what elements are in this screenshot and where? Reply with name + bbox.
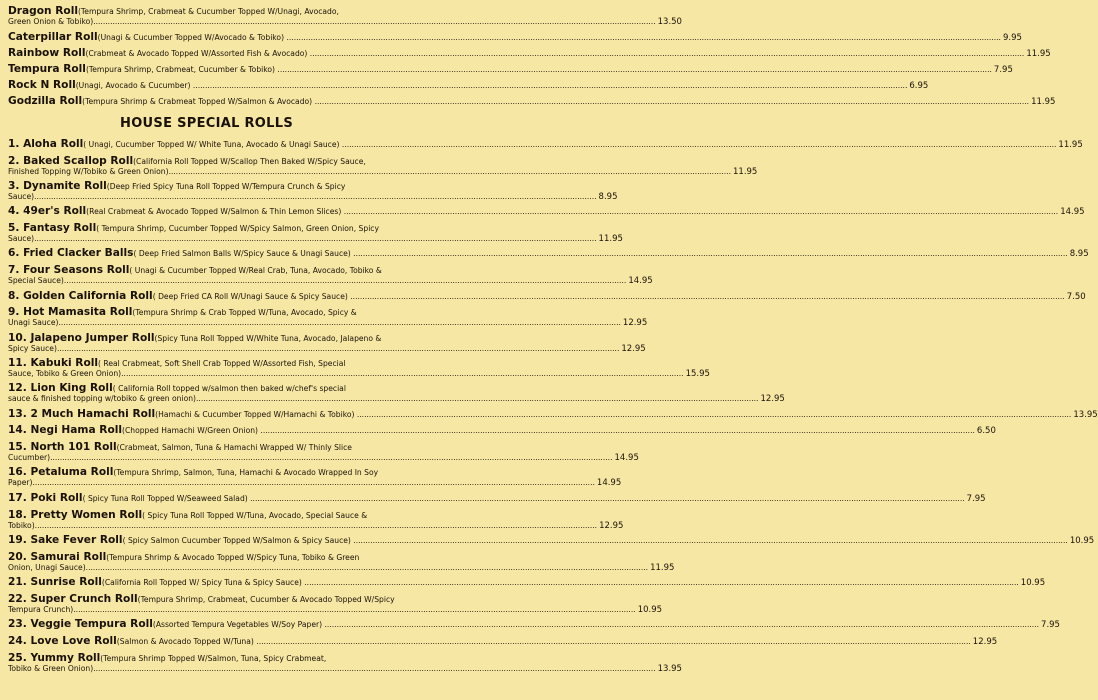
section-heading: HOUSE SPECIAL ROLLS xyxy=(120,116,293,131)
menu-item xyxy=(8,466,622,489)
item-description xyxy=(78,7,405,16)
item-description-text: ( Spicy Tuna Roll Topped W/Seaweed Salad) xyxy=(82,493,248,503)
item-description-text: (Tempura Shrimp, Crabmeat, Cucumber & Tobiko) xyxy=(85,65,275,74)
item-name: 3. Dynamite Roll xyxy=(8,180,107,193)
item-name: 21. Sunrise Roll xyxy=(8,575,102,588)
menu-item xyxy=(8,356,710,379)
menu-item xyxy=(8,441,639,464)
item-description-cont: Sauce) xyxy=(8,192,35,202)
item-description-text: (Unagi, Avocado & Cucumber) xyxy=(75,81,191,90)
item-description-cont: Cucumber) xyxy=(8,453,51,463)
item-description-text: (Assorted Tempura Vegetables W/Soy Paper) xyxy=(152,620,323,630)
item-price: 10.95 xyxy=(1020,577,1046,588)
dot-leader xyxy=(34,234,596,243)
item-description-text: ( Real Crabmeat, Soft Shell Crab Topped W/Assorted Fish, Special xyxy=(98,358,346,368)
item-description-cont: Tobiko) xyxy=(8,520,35,530)
dot-leader xyxy=(93,17,655,26)
item-price: 14.95 xyxy=(614,453,639,464)
item-price: 8.95 xyxy=(598,192,618,203)
menu-item xyxy=(8,180,618,203)
dot-leader xyxy=(73,605,635,614)
dot-leader xyxy=(64,276,626,285)
item-name: 8. Golden California Roll xyxy=(8,289,153,302)
item-description xyxy=(98,33,1001,42)
item-description-text: ( Unagi & Cucumber Topped W/Real Crab, Tuna, Avocado, Tobiko & xyxy=(129,266,382,276)
item-price: 7.95 xyxy=(966,493,986,504)
item-price: 13.95 xyxy=(657,663,682,674)
item-name: 5. Fantasy Roll xyxy=(8,222,97,235)
dot-leader xyxy=(32,478,594,487)
menu-item xyxy=(8,95,1056,107)
item-description xyxy=(138,595,405,604)
menu-item xyxy=(8,508,624,531)
item-description xyxy=(129,266,405,275)
item-name: Rainbow Roll xyxy=(8,47,86,59)
item-description xyxy=(155,334,405,343)
item-price: 12.95 xyxy=(621,343,646,354)
item-price: 12.95 xyxy=(972,636,998,647)
menu-item xyxy=(8,618,1060,631)
item-description xyxy=(153,292,1065,301)
item-price: 14.95 xyxy=(596,478,622,489)
dot-leader xyxy=(169,167,731,176)
item-description xyxy=(113,468,405,477)
item-price: 7.50 xyxy=(1066,291,1086,302)
dot-leader xyxy=(196,394,758,403)
item-description xyxy=(106,553,405,562)
item-description-text: (Chopped Hamachi W/Green Onion) xyxy=(122,426,258,436)
item-name: 25. Yummy Roll xyxy=(8,651,101,664)
item-description xyxy=(102,578,1019,587)
item-price: 11.95 xyxy=(1031,97,1056,107)
item-description-text: (Unagi & Cucumber Topped W/Avocado & Tobiko) xyxy=(97,33,285,42)
item-price: 12.95 xyxy=(622,318,648,329)
item-name: 22. Super Crunch Roll xyxy=(8,592,138,605)
dot-leader xyxy=(34,192,596,201)
item-price: 13.95 xyxy=(1073,409,1098,420)
item-description-text: (Tempura Shrimp & Crabmeat Topped W/Salmon & Avocado) xyxy=(82,97,313,106)
dot-leader xyxy=(57,344,619,353)
dot-leader xyxy=(93,664,655,673)
item-price: 11.95 xyxy=(1026,49,1051,59)
item-price: 6.50 xyxy=(976,426,996,437)
dot-leader xyxy=(50,453,612,462)
item-description xyxy=(76,81,908,90)
dot-leader xyxy=(121,369,683,378)
item-description-cont: sauce & finished topping w/tobiko & green onion) xyxy=(8,394,197,404)
item-description xyxy=(132,308,405,317)
item-name: 4. 49er's Roll xyxy=(8,205,87,218)
item-price: 13.50 xyxy=(657,17,682,27)
item-description-text: ( Deep Fried CA Roll W/Unagi Sauce & Spicy Sauce) xyxy=(152,291,348,301)
item-description-text: ( Unagi, Cucumber Topped W/ White Tuna, Avocado & Unagi Sauce) xyxy=(83,140,340,149)
menu-item xyxy=(8,154,758,177)
item-name: Godzilla Roll xyxy=(8,95,83,107)
item-description-text: (Spicy Tuna Roll Topped W/White Tuna, Avocado, Jalapeno & xyxy=(154,333,382,343)
item-description-text: (Tempura Shrimp, Crabmeat, Cucumber & Avocado Topped W/Spicy xyxy=(137,594,395,604)
menu-item xyxy=(8,331,646,354)
item-name: 20. Samurai Roll xyxy=(8,550,107,563)
menu-item xyxy=(8,289,1086,302)
item-description-cont: Spicy Sauce) xyxy=(8,343,57,353)
item-price: 8.95 xyxy=(1069,249,1089,260)
item-description-text: (California Roll Topped W/Scallop Then Baked W/Spicy Sauce, xyxy=(133,156,366,166)
item-price: 14.95 xyxy=(1060,207,1085,218)
item-description-cont: Paper) xyxy=(8,478,33,488)
signature-rolls-list xyxy=(8,5,1056,107)
item-name: 1. Aloha Roll xyxy=(8,138,84,150)
item-price: 14.95 xyxy=(628,276,653,287)
item-description xyxy=(153,620,1039,629)
item-description xyxy=(122,426,975,435)
menu-item xyxy=(8,31,1022,43)
item-description xyxy=(155,410,1071,419)
item-name: 23. Veggie Tempura Roll xyxy=(8,618,153,631)
item-name: Tempura Roll xyxy=(8,63,86,75)
item-price: 11.95 xyxy=(598,234,623,245)
menu-item xyxy=(8,550,675,573)
item-description xyxy=(142,511,405,520)
item-description-cont: Tobiko & Green Onion) xyxy=(8,663,94,673)
item-description-text: (Tempura Shrimp, Crabmeat & Cucumber Topped W/Unagi, Avocado, xyxy=(77,7,339,16)
menu-item xyxy=(8,138,1083,150)
item-name: 2. Baked Scallop Roll xyxy=(8,154,134,167)
item-name: 9. Hot Mamasita Roll xyxy=(8,306,133,319)
menu-item xyxy=(8,205,1085,218)
item-description-text: (Hamachi & Cucumber Topped W/Hamachi & Tobiko) xyxy=(155,409,355,419)
menu-item xyxy=(8,222,623,245)
item-description-text: (Tempura Shrimp & Crab Topped W/Tuna, Avocado, Spicy & xyxy=(132,308,357,318)
item-name: 12. Lion King Roll xyxy=(8,382,113,395)
item-name: Rock N Roll xyxy=(8,79,76,91)
item-description xyxy=(82,97,1029,106)
item-description xyxy=(96,224,405,233)
item-name: 13. 2 Much Hamachi Roll xyxy=(8,407,156,420)
menu-item xyxy=(8,79,929,91)
menu-item xyxy=(8,533,1095,546)
item-name: 14. Negi Hama Roll xyxy=(8,424,122,437)
item-description-text: (Salmon & Avocado Topped W/Tuna) xyxy=(116,636,254,646)
item-description-cont: Special Sauce) xyxy=(8,276,64,286)
item-price: 12.95 xyxy=(599,520,624,531)
item-price: 10.95 xyxy=(637,604,663,615)
item-description-text: ( California Roll topped w/salmon then baked w/chef's special xyxy=(112,384,346,394)
menu-item xyxy=(8,491,986,504)
item-description xyxy=(100,654,405,663)
item-description-text: (California Roll Topped W/ Spicy Tuna & Spicy Sauce) xyxy=(101,577,302,587)
house-special-rolls-list xyxy=(8,138,1098,674)
item-price: 7.95 xyxy=(993,65,1013,75)
menu-item xyxy=(8,382,785,405)
item-name: 16. Petaluma Roll xyxy=(8,466,114,479)
item-name: 17. Poki Roll xyxy=(8,491,83,504)
menu-item xyxy=(8,306,648,329)
item-name: 7. Four Seasons Roll xyxy=(8,264,130,277)
menu-item xyxy=(8,634,998,647)
item-description-cont: Onion, Unagi Sauce) xyxy=(8,562,86,572)
item-description-text: (Deep Fried Spicy Tuna Roll Topped W/Tempura Crunch & Spicy xyxy=(106,182,346,192)
item-description xyxy=(98,359,405,368)
item-description xyxy=(83,140,1056,149)
menu-item xyxy=(8,592,663,615)
menu-item xyxy=(8,651,682,674)
item-name: 11. Kabuki Roll xyxy=(8,356,99,369)
dot-leader xyxy=(35,521,597,530)
menu-item xyxy=(8,407,1098,420)
item-description-text: (Tempura Shrimp Topped W/Salmon, Tuna, Spicy Crabmeat, xyxy=(100,653,327,663)
item-description-text: (Crabmeat, Salmon, Tuna & Hamachi Wrapped W/ Thinly Slice xyxy=(116,443,352,453)
item-price: 12.95 xyxy=(760,394,785,405)
item-name: 19. Sake Fever Roll xyxy=(8,533,123,546)
item-description xyxy=(107,182,405,191)
item-description-text: ( Tempura Shrimp, Cucumber Topped W/Spicy Salmon, Green Onion, Spicy xyxy=(96,224,379,234)
item-name: Caterpillar Roll xyxy=(8,31,98,43)
item-description-cont: Sauce, Tobiko & Green Onion) xyxy=(8,368,122,378)
item-description-cont: Finished Topping W/Tobiko & Green Onion) xyxy=(8,166,169,176)
item-description-text: (Tempura Shrimp, Salmon, Tuna, Hamachi & Avocado Wrapped In Soy xyxy=(113,468,379,478)
item-description xyxy=(86,65,992,74)
item-price: 11.95 xyxy=(1058,140,1083,150)
item-description xyxy=(123,536,1068,545)
item-description-cont: Sauce) xyxy=(8,234,35,244)
item-description xyxy=(117,443,405,452)
item-name: Dragon Roll xyxy=(8,5,78,17)
item-description-text: ( Spicy Salmon Cucumber Topped W/Salmon & Spicy Sauce) xyxy=(122,535,351,545)
item-description xyxy=(117,637,971,646)
item-price: 15.95 xyxy=(685,368,710,379)
menu-item xyxy=(8,575,1046,588)
item-description xyxy=(133,157,405,166)
item-name: 10. Jalapeno Jumper Roll xyxy=(8,331,155,344)
item-price: 11.95 xyxy=(733,166,758,177)
item-name: 6. Fried Clacker Balls xyxy=(8,247,134,260)
item-description xyxy=(86,49,1025,58)
item-name: 24. Love Love Roll xyxy=(8,634,117,647)
item-price: 11.95 xyxy=(650,562,675,573)
menu-item xyxy=(8,424,996,437)
item-price: 10.95 xyxy=(1069,535,1095,546)
menu-item xyxy=(8,247,1089,260)
item-price: 6.95 xyxy=(909,81,929,91)
dot-leader xyxy=(58,318,620,327)
item-description xyxy=(113,384,405,393)
menu-item xyxy=(8,264,653,287)
item-description-cont: Green Onion & Tobiko) xyxy=(8,17,94,26)
dot-leader xyxy=(86,563,648,572)
item-description-text: ( Spicy Tuna Roll Topped W/Tuna, Avocado, Special Sauce & xyxy=(142,510,368,520)
item-name: 15. North 101 Roll xyxy=(8,441,117,454)
item-description xyxy=(86,207,1058,216)
item-name: 18. Pretty Women Roll xyxy=(8,508,143,521)
item-description xyxy=(83,494,965,503)
menu-item xyxy=(8,63,1013,75)
item-description-text: ( Deep Fried Salmon Balls W/Spicy Sauce & Unagi Sauce) xyxy=(133,249,351,259)
item-description-text: (Real Crabmeat & Avocado Topped W/Salmon & Thin Lemon Slices) xyxy=(86,207,342,217)
menu-item xyxy=(8,5,682,27)
menu-item xyxy=(8,47,1051,59)
item-description xyxy=(133,249,1067,258)
item-description-text: (Tempura Shrimp & Avocado Topped W/Spicy Tuna, Tobiko & Green xyxy=(106,552,360,562)
item-description-cont: Unagi Sauce) xyxy=(8,318,59,328)
item-price: 7.95 xyxy=(1041,620,1060,631)
item-description-text: (Crabmeat & Avocado Topped W/Assorted Fish & Avocado) xyxy=(85,49,308,58)
item-price: 9.95 xyxy=(1002,33,1022,43)
item-description-cont: Tempura Crunch) xyxy=(8,604,74,614)
